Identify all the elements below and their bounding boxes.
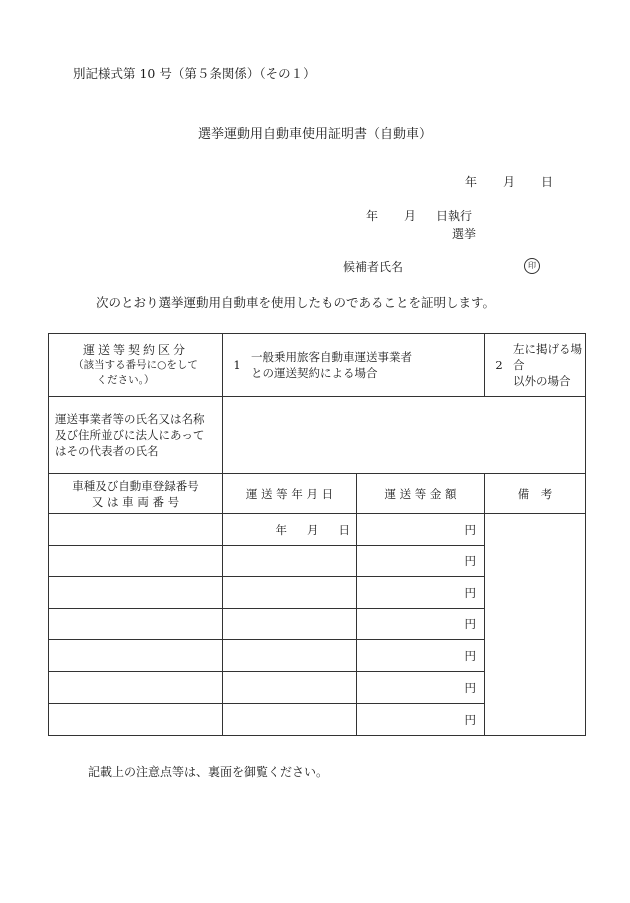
election-year: 年 xyxy=(366,209,379,223)
date-year: 年 xyxy=(465,175,478,189)
option-2-line-2: 以外の場合 xyxy=(513,374,571,388)
vehicle-cell[interactable] xyxy=(49,514,223,546)
contract-option-1[interactable] xyxy=(223,334,485,397)
operator-line-2: 及び住所並びに法人にあって xyxy=(55,428,205,442)
amount-cell[interactable]: 円 xyxy=(357,546,485,577)
certification-statement: 次のとおり選挙運動用自動車を使用したものであることを証明します。 xyxy=(96,295,496,310)
option-2-line-1: 左に掲げる場合 xyxy=(513,342,582,372)
date-line xyxy=(465,173,553,190)
option-2-number: 2 xyxy=(495,358,503,372)
vehicle-header-cell xyxy=(49,474,223,514)
date-day: 日 xyxy=(541,175,554,189)
vehicle-cell[interactable] xyxy=(49,672,223,704)
note-text: 記載上の注意点等は、裏面を御覧ください。 xyxy=(88,765,329,779)
vehicle-cell[interactable] xyxy=(49,704,223,736)
option-1-line-1: 一般乗用旅客自動車運送事業者 xyxy=(251,350,412,364)
amount-cell[interactable]: 円 xyxy=(357,577,485,609)
option-1-number: 1 xyxy=(233,358,241,372)
amount-cell[interactable]: 円 xyxy=(357,640,485,672)
operator-line-3: はその代表者の氏名 xyxy=(55,444,159,458)
seal-icon: 印 xyxy=(524,258,540,274)
amount-header: 運 送 等 金 額 xyxy=(357,474,485,514)
date-cell[interactable] xyxy=(223,672,357,704)
document-title: 選挙運動用自動車使用証明書（自動車） xyxy=(197,127,432,142)
option-1-line-2: との運送契約による場合 xyxy=(251,366,378,380)
vehicle-cell[interactable] xyxy=(49,640,223,672)
operator-row xyxy=(49,397,586,474)
election-date-line xyxy=(366,207,472,224)
row-date-month: 月 xyxy=(307,522,319,537)
table-row xyxy=(49,514,586,546)
amount-cell[interactable]: 円 xyxy=(357,704,485,736)
vehicle-header-line-1: 車種及び自動車登録番号 xyxy=(72,478,199,493)
form-number: 別記様式第 10 号（第５条関係）（その１） xyxy=(73,66,316,81)
candidate-name-label: 候補者氏名 xyxy=(343,260,404,274)
vehicle-cell[interactable] xyxy=(49,609,223,640)
vehicle-cell[interactable] xyxy=(49,546,223,577)
date-cell[interactable] xyxy=(223,514,357,546)
date-cell[interactable] xyxy=(223,704,357,736)
amount-cell[interactable]: 円 xyxy=(357,672,485,704)
date-cell[interactable] xyxy=(223,640,357,672)
amount-cell[interactable]: 円 xyxy=(357,514,485,546)
contract-option-2[interactable] xyxy=(485,334,586,397)
operator-line-1: 運送事業者等の氏名又は名称 xyxy=(55,412,205,426)
contract-row xyxy=(49,334,586,397)
row-date-year: 年 xyxy=(275,522,287,537)
operator-label-cell xyxy=(49,397,223,474)
remarks-cell[interactable] xyxy=(485,514,586,736)
operator-input-cell[interactable] xyxy=(223,397,586,474)
row-date-day: 日 xyxy=(338,522,350,537)
election-month: 月 xyxy=(404,209,417,223)
date-month: 月 xyxy=(503,175,516,189)
contract-note-2: ください。） xyxy=(96,374,155,386)
election-label: 選挙 xyxy=(452,227,477,241)
vehicle-cell[interactable] xyxy=(49,577,223,609)
remarks-header: 備 考 xyxy=(485,474,586,514)
usage-table xyxy=(48,333,586,736)
column-header-row xyxy=(49,474,586,514)
vehicle-header-line-2: 又 は 車 両 番 号 xyxy=(91,494,180,509)
contract-note-1: （該当する番号に○をして xyxy=(73,359,198,371)
contract-header: 運送等契約区分 xyxy=(82,343,188,357)
date-cell[interactable] xyxy=(223,546,357,577)
date-cell[interactable] xyxy=(223,577,357,609)
date-cell[interactable] xyxy=(223,609,357,640)
date-header: 運 送 等 年 月 日 xyxy=(223,474,357,514)
contract-header-cell xyxy=(49,334,223,397)
election-day-executed: 日執行 xyxy=(436,209,473,223)
amount-cell[interactable]: 円 xyxy=(357,609,485,640)
